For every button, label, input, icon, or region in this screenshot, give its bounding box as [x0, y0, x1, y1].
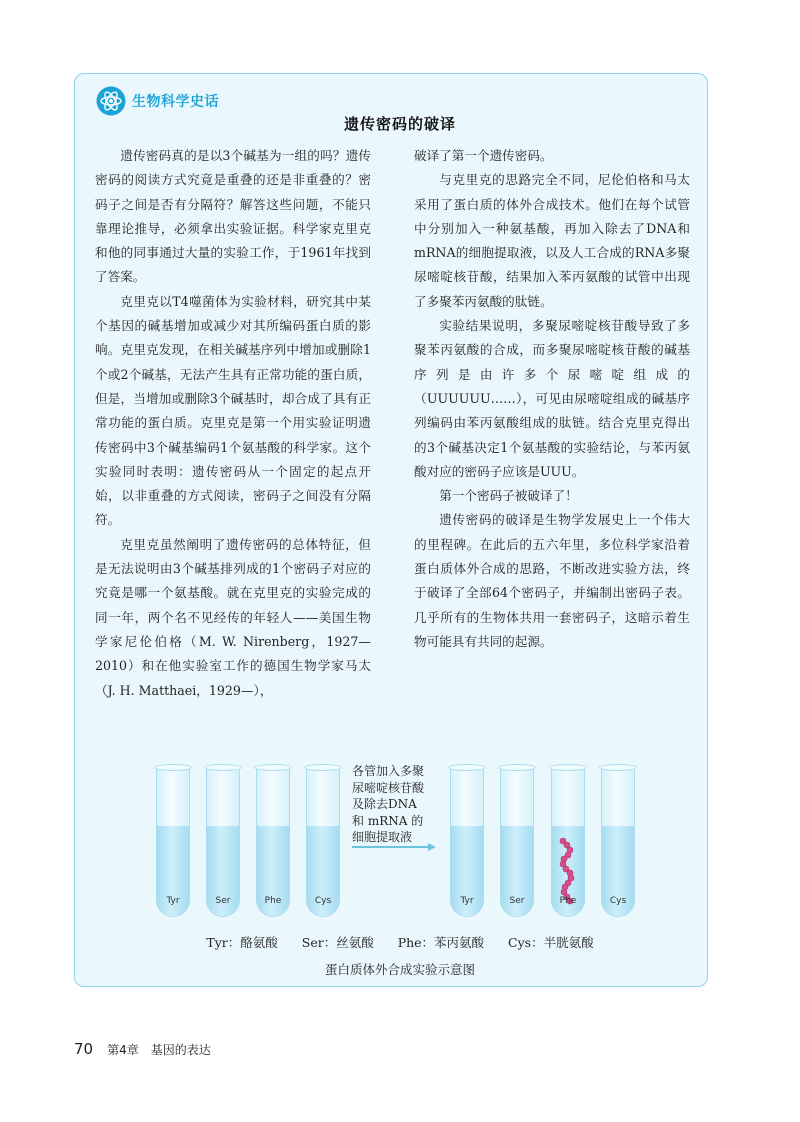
note-line: 尿嘧啶核苷酸 — [352, 780, 425, 795]
page-footer — [74, 1040, 211, 1058]
paragraph-continuation: 破译了第一个遗传密码。 — [414, 148, 553, 163]
note-line: 及除去DNA — [352, 797, 417, 811]
section-badge-label: 生物科学史话 — [132, 94, 219, 110]
procedure-note — [352, 763, 432, 846]
tube-label: Tyr — [460, 896, 474, 906]
chapter-number: 第4章 — [107, 1043, 139, 1057]
legend-item: Tyr：酪氨酸 — [206, 935, 278, 950]
note-line: 和 mRNA 的 — [352, 813, 424, 828]
chapter-title: 基因的表达 — [150, 1043, 211, 1057]
figure-caption: 蛋白质体外合成实验示意图 — [324, 962, 475, 977]
legend-item: Phe：苯丙氨酸 — [397, 935, 485, 950]
tube-label: Ser — [215, 896, 231, 906]
right-arrow-icon — [352, 842, 436, 852]
test-tube — [206, 767, 240, 917]
section-badge — [96, 86, 219, 116]
paragraph: 实验结果说明，多聚尿嘧啶核苷酸导致了多聚苯丙氨酸的合成，而多聚尿嘧啶核苷酸的碱基序列是由许多个尿嘧啶组成的（UUUUUU……），可见由尿嘧啶组成的碱基序列编码由苯丙氨酸组成的肽链。结合克里克得出的3个碱基决定1个氨基酸的实验结论，与苯丙氨酸对应的密码子应该是UUU。 — [414, 318, 690, 479]
tube-label: Ser — [509, 896, 525, 906]
tube-label: Phe — [264, 896, 282, 906]
paragraph: 克里克虽然阐明了遗传密码的总体特征，但是无法说明由3个碱基排列成的1个密码子对应的究竟是哪一个氨基酸。就在克里克的实验完成的同一年，两个名不见经传的年轻人——美国生物学家尼伦伯格（M. W. Nirenberg，1927—2010）和在他实验室工作的德国生物学家马太（J. H. Matthaei，1929—）， — [95, 536, 371, 698]
paragraph: 第一个密码子被破译了！ — [439, 488, 578, 504]
test-tube — [450, 767, 484, 917]
paragraph: 遗传密码的破译是生物学发展史上一个伟大的里程碑。在此后的五六年里，多位科学家沿着蛋白质体外合成的思路，不断改进实验方法，终于破译了全部64个密码子，并编制出密码子表。几乎所有的生物体共用一套密码子，这暗示着生物可能具有共同的起源。 — [414, 512, 690, 649]
right-column — [414, 144, 690, 654]
test-tube — [256, 767, 290, 917]
tube-label: Phe — [559, 896, 577, 906]
atom-icon — [96, 86, 126, 116]
note-line: 细胞提取液 — [352, 830, 413, 844]
test-tube — [601, 767, 635, 917]
legend-item: Cys：半胱氨酸 — [508, 935, 594, 950]
test-tube — [306, 767, 340, 917]
figure-legend — [0, 933, 800, 951]
page-number: 70 — [74, 1040, 94, 1058]
left-column — [95, 144, 371, 703]
test-tube — [500, 767, 534, 917]
test-tube — [156, 767, 190, 917]
tube-label: Cys — [314, 896, 332, 906]
paragraph: 与克里克的思路完全不同，尼伦伯格和马太采用了蛋白质的体外合成技术。他们在每个试管中分别加入一种氨基酸，再加入除去了DNA和mRNA的细胞提取液，以及人工合成的RNA多聚尿嘧啶核苷酸，结果加入苯丙氨酸的试管中出现了多聚苯丙氨酸的肽链。 — [414, 172, 690, 309]
legend-item: Ser：丝氨酸 — [301, 935, 374, 950]
note-line: 各管加入多聚 — [352, 764, 425, 778]
test-tube — [551, 767, 585, 917]
article-title: 遗传密码的破译 — [343, 115, 456, 133]
tube-label: Tyr — [166, 896, 180, 906]
tube-label: Cys — [609, 896, 627, 906]
paragraph: 克里克以T4噬菌体为实验材料，研究其中某个基因的碱基增加或减少对其所编码蛋白质的影响。克里克发现，在相关碱基序列中增加或删除1个或2个碱基，无法产生具有正常功能的蛋白质，但是，当增加或删除3个碱基时，却合成了具有正常功能的蛋白质。克里克是第一个用实验证明遗传密码中3个碱基编码1个氨基酸的科学家。这个实验同时表明：遗传密码从一个固定的起点开始，以非重叠的方式阅读，密码子之间没有分隔符。 — [95, 293, 371, 528]
paragraph: 遗传密码真的是以3个碱基为一组的吗？遗传密码的阅读方式究竟是重叠的还是非重叠的？密码子之间是否有分隔符？解答这些问题，不能只靠理论推导，必须拿出实验证据。科学家克里克和他的同事通过大量的实验工作，于1961年找到了答案。 — [95, 148, 371, 285]
